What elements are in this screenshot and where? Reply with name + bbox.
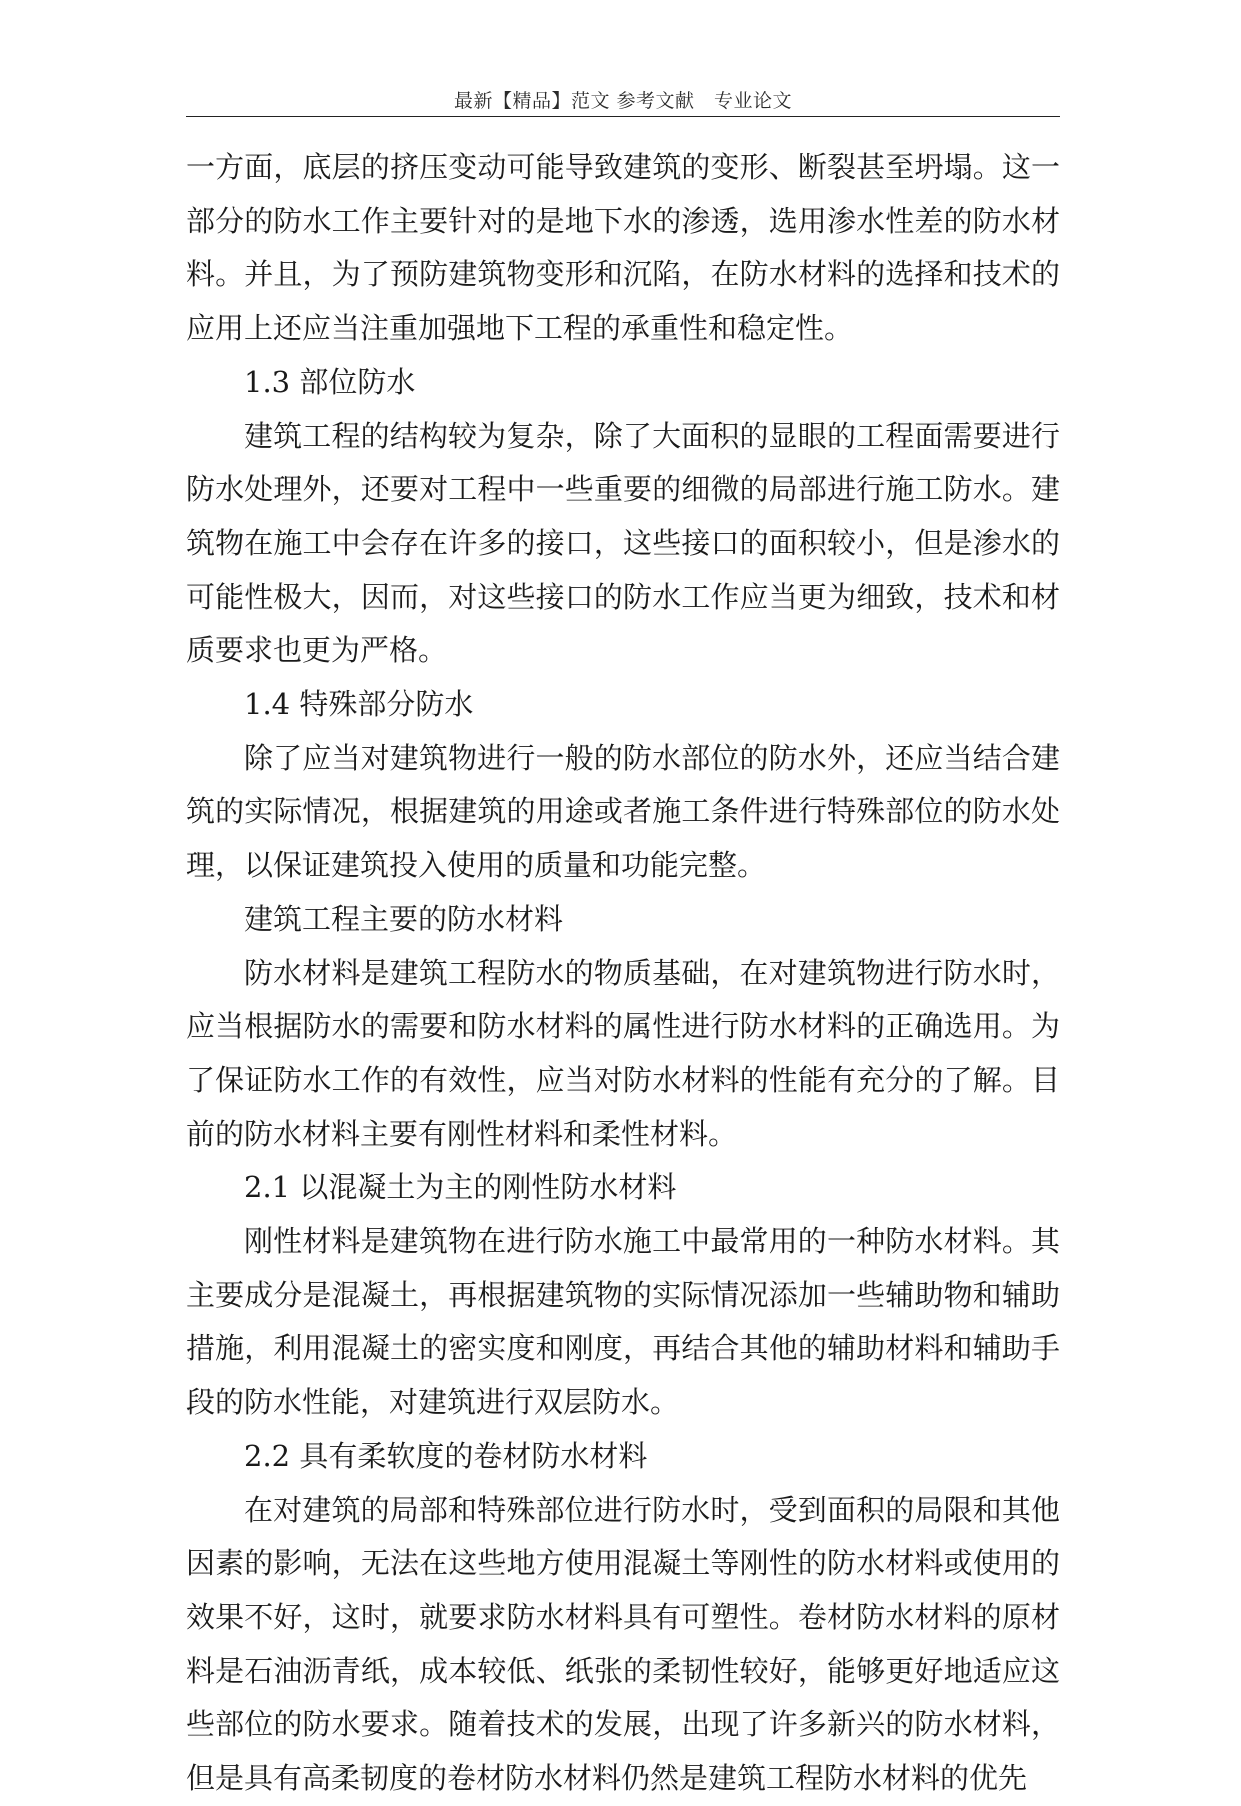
paragraph-2: 防水材料是建筑工程防水的物质基础，在对建筑物进行防水时，应当根据防水的需要和防水材料的属性进行防水材料的正确选用。为了保证防水工作的有效性，应当对防水材料的性能有充分的了解。目前的防水材料主要有刚性材料和柔性材料。 [186,955,1060,1151]
section-heading-1-3: 1.3 部位防水 [244,364,416,399]
section-heading-1-4: 1.4 特殊部分防水 [244,687,474,722]
paragraph-2-2: 在对建筑的局部和特殊部位进行防水时，受到面积的局限和其他因素的影响，无法在这些地方使用混凝土等刚性的防水材料或使用的效果不好，这时，就要求防水材料具有可塑性。卷材防水材料的原材料是石油沥青纸，成本较低、纸张的柔韧性较好，能够更好地适应这些部位的防水要求。随着技术的发展，出现了许多新兴的防水材料，但是具有高柔韧度的卷材防水材料仍然是建筑工程防水材料的优先 [186,1492,1060,1796]
paragraph-1-3: 建筑工程的结构较为复杂，除了大面积的显眼的工程面需要进行防水处理外，还要对工程中一些重要的细微的局部进行施工防水。建筑物在施工中会存在许多的接口，这些接口的面积较小，但是渗水的可能性极大，因而，对这些接口的防水工作应当更为细致，技术和材质要求也更为严格。 [186,418,1060,668]
paragraph-2-1: 刚性材料是建筑物在进行防水施工中最常用的一种防水材料。其主要成分是混凝土，再根据建筑物的实际情况添加一些辅助物和辅助措施，利用混凝土的密实度和刚度，再结合其他的辅助材料和辅助手段的防水性能，对建筑进行双层防水。 [186,1224,1060,1420]
header-rule [186,116,1060,117]
section-heading-2-2: 2.2 具有柔软度的卷材防水材料 [244,1438,648,1473]
paragraph-1-4: 除了应当对建筑物进行一般的防水部位的防水外，还应当结合建筑的实际情况，根据建筑的用途或者施工条件进行特殊部位的防水处理，以保证建筑投入使用的质量和功能完整。 [186,740,1060,883]
section-heading-2: 建筑工程主要的防水材料 [244,901,564,936]
body-text [186,141,1060,1806]
section-heading-2-1: 2.1 以混凝土为主的刚性防水材料 [244,1170,677,1205]
running-header: 最新【精品】范文 参考文献 专业论文 [453,90,793,112]
paragraph-continuation: 一方面，底层的挤压变动可能导致建筑的变形、断裂甚至坍塌。这一部分的防水工作主要针对的是地下水的渗透，选用渗水性差的防水材料。并且，为了预防建筑物变形和沉陷，在防水材料的选择和技术的应用上还应当注重加强地下工程的承重性和稳定性。 [186,150,1060,346]
